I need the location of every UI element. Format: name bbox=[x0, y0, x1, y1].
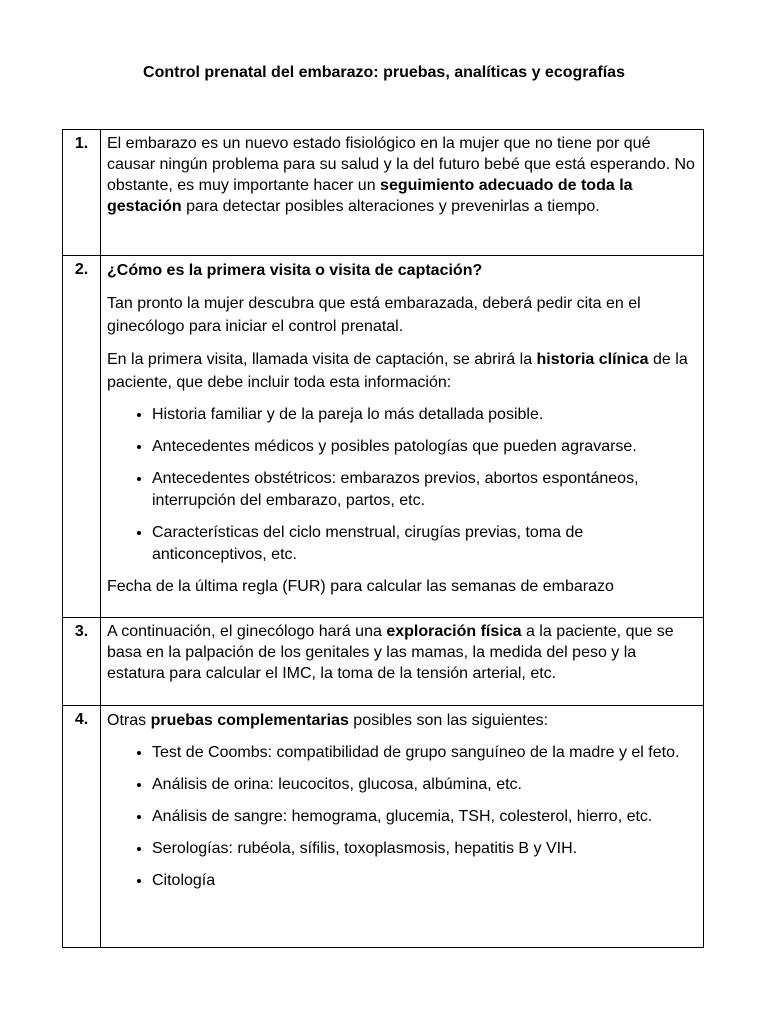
list-item: • Características del ciclo menstrual, cirugías previas, toma de anticonceptivos, etc. bbox=[152, 522, 695, 566]
text-run: posibles son las siguientes: bbox=[348, 712, 549, 729]
bullet-list bbox=[107, 404, 695, 566]
row-number: 3. bbox=[63, 618, 101, 706]
bullet-list bbox=[107, 742, 695, 892]
table-row bbox=[63, 618, 704, 706]
row-number: 2. bbox=[63, 256, 101, 618]
row-content bbox=[101, 256, 704, 618]
bold-text: ¿Cómo es la primera visita o visita de captación? bbox=[107, 262, 483, 279]
table-row bbox=[63, 256, 704, 618]
row-number: 1. bbox=[63, 130, 101, 256]
paragraph bbox=[107, 133, 695, 217]
paragraph bbox=[107, 709, 695, 732]
paragraph: Fecha de la última regla (FUR) para calcular las semanas de embarazo bbox=[107, 578, 614, 595]
bold-text: exploración física bbox=[386, 623, 522, 640]
row-content bbox=[101, 706, 704, 948]
list-item: • Citología bbox=[152, 870, 695, 892]
text-run: Otras bbox=[107, 712, 151, 729]
row-content bbox=[101, 618, 704, 706]
bold-text: seguimiento adecuado de toda la gestación bbox=[107, 177, 633, 215]
text-run: En la primera visita, llamada visita de captación, se abrirá la bbox=[107, 351, 537, 368]
row-number: 4. bbox=[63, 706, 101, 948]
list-item: • Serologías: rubéola, sífilis, toxoplasmosis, hepatitis B y VIH. bbox=[152, 838, 695, 860]
bold-text: historia clínica bbox=[536, 351, 649, 368]
text-run: para detectar posibles alteraciones y prevenirlas a tiempo. bbox=[181, 198, 600, 215]
text-run: A continuación, el ginecólogo hará una bbox=[107, 623, 387, 640]
list-item: • Análisis de sangre: hemograma, glucemia, TSH, colesterol, hierro, etc. bbox=[152, 806, 695, 828]
section-heading bbox=[107, 259, 695, 282]
list-item: • Análisis de orina: leucocitos, glucosa, albúmina, etc. bbox=[152, 774, 695, 796]
document-title: Control prenatal del embarazo: pruebas, analíticas y ecografías bbox=[143, 64, 625, 81]
list-item: • Test de Coombs: compatibilidad de grupo sanguíneo de la madre y el feto. bbox=[152, 742, 695, 764]
list-item: • Antecedentes obstétricos: embarazos previos, abortos espontáneos, interrupción del embarazo, partos, etc. bbox=[152, 468, 695, 512]
content-table bbox=[62, 129, 704, 948]
table-row bbox=[63, 130, 704, 256]
text-run: El embarazo es un nuevo estado fisiológico en la mujer que no tiene por qué causar ningún problema para su salud y la del futuro bebé que está esperando. No obstante, es muy importante hacer un bbox=[107, 135, 695, 194]
paragraph bbox=[107, 348, 695, 394]
table-row bbox=[63, 706, 704, 948]
row-content bbox=[101, 130, 704, 256]
list-item: • Antecedentes médicos y posibles patologías que pueden agravarse. bbox=[152, 436, 695, 458]
bold-text: pruebas complementarias bbox=[150, 712, 349, 729]
paragraph: Tan pronto la mujer descubra que está embarazada, deberá pedir cita en el ginecólogo para iniciar el control prenatal. bbox=[107, 295, 641, 335]
list-item: • Historia familiar y de la pareja lo más detallada posible. bbox=[152, 404, 695, 426]
text-run: de la paciente, que debe incluir toda esta información: bbox=[107, 351, 688, 391]
text-run: a la paciente, que se basa en la palpación de los genitales y las mamas, la medida del peso y la estatura para calcular el IMC, la toma de la tensión arterial, etc. bbox=[107, 623, 674, 682]
paragraph bbox=[107, 621, 695, 684]
